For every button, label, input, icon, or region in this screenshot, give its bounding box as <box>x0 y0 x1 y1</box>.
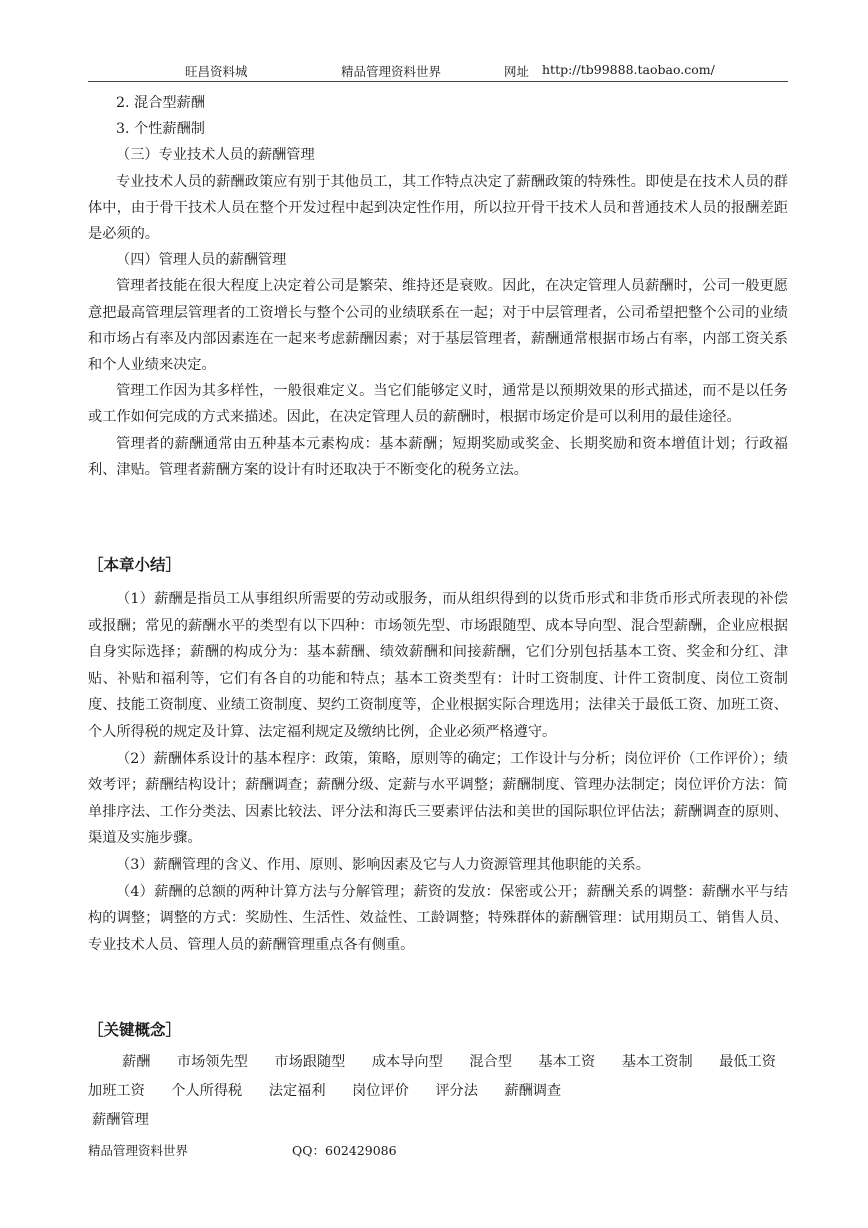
header-divider <box>88 81 788 82</box>
concept-row <box>88 1048 808 1077</box>
section-heading: （四）管理人员的薪酬管理 <box>116 252 287 269</box>
list-item: 2. 混合型薪酬 <box>116 95 205 111</box>
concept-term: 薪酬调查 <box>504 1083 562 1099</box>
concept-term: 基本工资制 <box>621 1054 693 1070</box>
summary-item: （1）薪酬是指员工从事组织所需要的劳动或服务，而从组织得到的以货币形式和非货币形式所表现的补偿或报酬；常见的薪酬水平的类型有以下四种：市场领先型、市场跟随型、成本导向型、混合型薪酬，企业应根据自身实际选择；薪酬的构成分为：基本薪酬、绩效薪酬和间接薪酬，它们分别包括基本工资、奖金和分红、津贴、补贴和福利等，它们有各自的功能和特点；基本工资类型有：计时工资制度、计件工资制度、岗位工资制度、技能工资制度、业绩工资制度、契约工资制度等，企业根据实际合理选用；法律关于最低工资、加班工资、个人所得税的规定及计算、法定福利规定及缴纳比例，企业必须严格遵守。 <box>88 591 788 740</box>
summary-item: （2）薪酬体系设计的基本程序：政策，策略，原则等的确定；工作设计与分析；岗位评价（工作评价）；绩效考评；薪酬结构设计；薪酬调查；薪酬分级、定薪与水平调整；薪酬制度、管理办法制定；岗位评价方法：简单排序法、工作分类法、因素比较法、评分法和海氏三要素评估法和美世的国际职位评估法；薪酬调查的原则、渠道及实施步骤。 <box>88 750 788 847</box>
concept-term: 基本工资 <box>538 1054 596 1070</box>
summary-heading: ［本章小结］ <box>88 556 182 574</box>
concept-row <box>88 1106 808 1135</box>
header-url[interactable]: http://tb99888.taobao.com/ <box>542 62 715 77</box>
concept-term: 混合型 <box>469 1054 512 1070</box>
summary-item: （4）薪酬的总额的两种计算方法与分解管理；薪资的发放：保密或公开；薪酬关系的调整：薪酬水平与结构的调整；调整的方式：奖励性、生活性、效益性、工龄调整；特殊群体的薪酬管理：试用期员工、销售人员、专业技术人员、管理人员的薪酬管理重点各有侧重。 <box>88 883 788 953</box>
section-heading: （三）专业技术人员的薪酬管理 <box>116 147 315 164</box>
key-concepts <box>88 1048 808 1135</box>
summary-item: （3）薪酬管理的含义、作用、原则、影响因素及它与人力资源管理其他职能的关系。 <box>116 856 650 873</box>
page-header <box>0 62 868 80</box>
concept-term: 个人所得税 <box>171 1083 243 1099</box>
footer-qq: QQ：602429086 <box>292 1143 397 1158</box>
concept-term: 评分法 <box>435 1083 478 1099</box>
concept-term: 薪酬管理 <box>92 1112 149 1128</box>
concept-term: 薪酬 <box>122 1054 151 1070</box>
list-item: 3. 个性薪酬制 <box>116 121 205 138</box>
concept-term: 加班工资 <box>88 1083 145 1099</box>
chapter-summary <box>88 586 788 958</box>
paragraph: 管理者技能在很大程度上决定着公司是繁荣、维持还是衰败。因此，在决定管理人员薪酬时，公司一般更愿意把最高管理层管理者的工资增长与整个公司的业绩联系在一起；对于中层管理者，公司希望把整个公司的业绩和市场占有率及内部因素连在一起来考虑薪酬因素；对于基层管理者，薪酬通常根据市场占有率，内部工资关系和个人业绩来决定。 <box>88 278 788 374</box>
concept-term: 岗位评价 <box>352 1083 409 1099</box>
concept-term: 市场领先型 <box>176 1054 248 1070</box>
concept-term: 成本导向型 <box>371 1054 443 1070</box>
footer-title: 精品管理资料世界 <box>88 1143 189 1158</box>
paragraph: 管理者的薪酬通常由五种基本元素构成：基本薪酬；短期奖励或奖金、长期奖励和资本增值计划；行政福利、津贴。管理者薪酬方案的设计有时还取决于不断变化的税务立法。 <box>88 435 788 478</box>
header-title: 精品管理资料世界 <box>341 64 442 79</box>
header-url-label: 网址 <box>504 64 530 79</box>
body-text <box>88 90 788 483</box>
concept-row <box>88 1077 808 1106</box>
concept-term: 法定福利 <box>268 1083 326 1099</box>
concepts-heading: ［关键概念］ <box>88 1021 182 1039</box>
concept-term: 最低工资 <box>719 1054 776 1070</box>
concept-term: 市场跟随型 <box>274 1054 346 1070</box>
paragraph: 管理工作因为其多样性，一般很难定义。当它们能够定义时，通常是以预期效果的形式描述，而不是以任务或工作如何完成的方式来描述。因此，在决定管理人员的薪酬时，根据市场定价是可以利用的最佳途径。 <box>88 383 788 426</box>
paragraph: 专业技术人员的薪酬政策应有别于其他员工，其工作特点决定了薪酬政策的特殊性。即使是在技术人员的群体中，由于骨干技术人员在整个开发过程中起到决定性作用，所以拉开骨干技术人员和普通技术人员的报酬差距是必须的。 <box>88 173 788 243</box>
header-store: 旺昌资料城 <box>185 64 248 79</box>
